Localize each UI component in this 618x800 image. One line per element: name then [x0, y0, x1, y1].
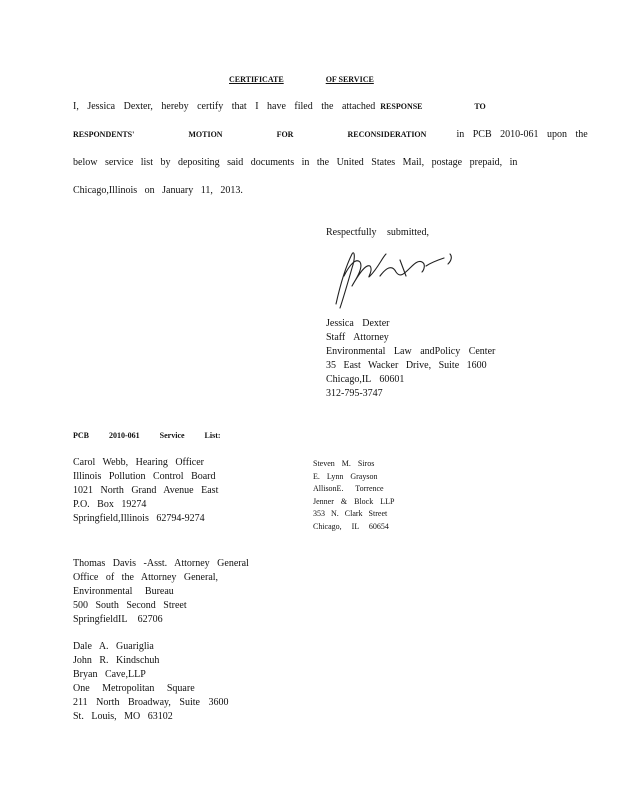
service-list-heading: PCB 2010-061 Service List: [73, 431, 221, 440]
body-line-1: I, Jessica Dexter, hereby certify that I have filed the attached RESPONSE TO [73, 101, 486, 112]
recipient-line: Illinois Pollution Control Board [73, 471, 216, 482]
signer-title: Staff Attorney [326, 332, 389, 343]
signer-org: Environmental Law andPolicy Center [326, 346, 496, 357]
recipient-line: Carol Webb, Hearing Officer [73, 457, 205, 468]
recipient-line: Office of the Attorney General, [73, 572, 219, 583]
recipient-line: One Metropolitan Square [73, 683, 195, 694]
recipient-line: 211 North Broadway, Suite 3600 [73, 697, 229, 708]
recipient-line: 500 South Second Street [73, 600, 187, 611]
body-line-3: below service list by depositing said documents in the United States Mail, postage prepaid, in [73, 157, 518, 168]
body-line-4: Chicago,Illinois on January 11, 2013. [73, 185, 243, 196]
recipient-line: Chicago, IL 60654 [313, 521, 389, 531]
body-line-2: RESPONDENTS' MOTION FOR RECONSIDERATION in PCB 2010-061 upon the [73, 129, 588, 140]
signer-address-1: 35 East Wacker Drive, Suite 1600 [326, 360, 487, 371]
recipient-line: 1021 North Grand Avenue East [73, 485, 219, 496]
recipient-line: St. Louis, MO 63102 [73, 711, 173, 722]
recipient-line: Springfield,Illinois 62794-9274 [73, 513, 205, 524]
certificate-title: CERTIFICATE OF SERVICE [229, 75, 374, 84]
recipient-line: 353 N. Clark Street [313, 509, 388, 518]
signer-name: Jessica Dexter [326, 318, 390, 329]
handwritten-signature [330, 246, 462, 312]
signer-phone: 312-795-3747 [326, 388, 383, 399]
recipient-line: Bryan Cave,LLP [73, 669, 146, 680]
recipient-line: Environmental Bureau [73, 586, 174, 597]
recipient-line: SpringfieldIL 62706 [73, 614, 163, 625]
recipient-line: Jenner & Block LLP [313, 496, 395, 506]
recipient-line: E. Lynn Grayson [313, 471, 378, 481]
signer-address-2: Chicago,IL 60601 [326, 374, 405, 385]
recipient-line: Steven M. Siros [313, 459, 375, 468]
recipient-line: Thomas Davis -Asst. Attorney General [73, 558, 249, 569]
closing-text: Respectfully submitted, [326, 227, 429, 238]
recipient-line: Dale A. Guariglia [73, 641, 154, 652]
recipient-line: P.O. Box 19274 [73, 499, 147, 510]
recipient-line: John R. Kindschuh [73, 655, 160, 666]
recipient-line: AllisonE. Torrence [313, 484, 384, 493]
